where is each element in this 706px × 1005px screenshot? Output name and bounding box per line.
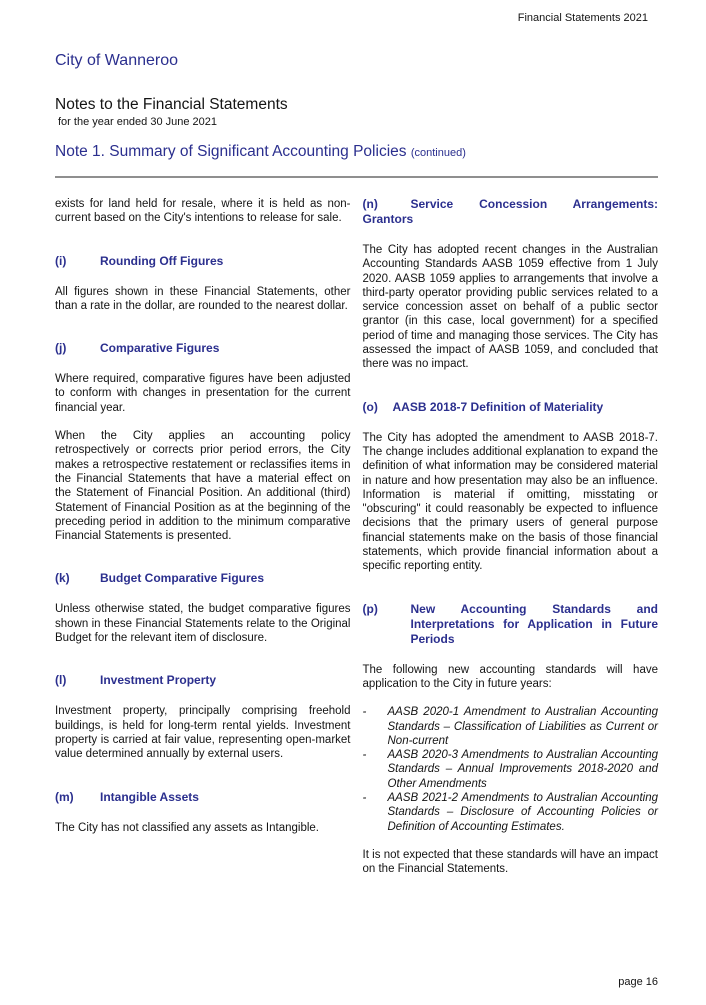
paragraph: The City has not classified any assets as Intangible.	[55, 821, 320, 834]
body-columns	[55, 197, 658, 891]
section-title: AASB 2018-7 Definition of Materiality	[392, 399, 604, 414]
section-label: (n)	[362, 197, 378, 211]
section-label: (m)	[55, 789, 74, 804]
note-title	[55, 143, 658, 162]
section-heading	[55, 673, 351, 688]
section-label: (o)	[362, 399, 378, 414]
section-heading	[55, 341, 351, 356]
section-heading	[55, 254, 351, 269]
section-label: (k)	[55, 571, 70, 586]
list-item-text: AASB 2020-1 Amendment to Australian Accounting Standards – Classification of Liabilities as Current or Non-current	[387, 706, 658, 747]
section-heading	[363, 602, 659, 647]
section-title: Investment Property	[100, 673, 217, 688]
section-title: Budget Comparative Figures	[100, 571, 265, 586]
paragraph: All figures shown in these Financial Statements, other than a rate in the dollar, are rounded to the nearest dollar.	[55, 285, 351, 312]
list-item	[363, 748, 659, 791]
header-divider	[55, 176, 658, 178]
doc-title: Notes to the Financial Statements	[55, 96, 288, 113]
dash-marker: -	[362, 749, 367, 762]
paragraph: The following new accounting standards will have application to the City in future years:	[362, 663, 658, 690]
section-title: Rounding Off Figures	[100, 253, 224, 268]
dash-marker: -	[362, 792, 367, 805]
page-number: page 16	[618, 976, 658, 988]
section-heading	[55, 790, 351, 805]
right-column	[363, 197, 659, 891]
list-item	[363, 791, 659, 834]
section-heading	[363, 400, 659, 415]
section-label: (l)	[55, 673, 67, 688]
org-title: City of Wanneroo	[55, 52, 179, 69]
standards-list	[363, 705, 659, 834]
paragraph: exists for land held for resale, where it is held as non-current based on the City's intentions to release for sale.	[55, 198, 351, 225]
list-item-text: AASB 2021-2 Amendments to Australian Accounting Standards – Disclosure of Accounting Policies or Definition of Accounting Estimates.	[387, 792, 658, 833]
section-title: Service Concession Arrangements: Grantors	[362, 197, 658, 226]
paragraph: It is not expected that these standards will have an impact on the Financial Statements.	[362, 848, 658, 876]
note-title-text: Note 1. Summary of Significant Accounting Policies	[55, 143, 407, 160]
dash-marker: -	[362, 706, 367, 719]
paragraph: The City has adopted the amendment to AASB 2018-7. The change includes additional explanation to expand the definition of what information may be considered material in nature and how presentation may also be an influence. Information is material if omitting, misstating or "obscuring" it could reasonably be expected to influence decisions that the primary users of general purpose financial statements make on the basis of those financial statements, which provide financial information about a specific reporting entity.	[362, 431, 658, 573]
section-label: (p)	[362, 601, 378, 616]
section-title: Comparative Figures	[100, 341, 220, 356]
paragraph: Unless otherwise stated, the budget comparative figures shown in these Financial Statements relate to the Original Budget for the relevant item of disclosure.	[55, 603, 351, 645]
paragraph: The City has adopted recent changes in the Australian Accounting Standards AASB 1059 effective from 1 July 2020. AASB 1059 applies to arrangements that involve a third-party operator providing public services related to a service concession asset on behalf of a public sector grantor (in this case, local government) for a specified period of time and managing those services. The City has assessed the impact of AASB 1059, and concluded that there was no impact.	[362, 244, 658, 371]
paragraph: When the City applies an accounting policy retrospectively or corrects prior period errors, the City makes a retrospective restatement or reclassifies items in the Financial Statements that have a material effect on the Statement of Financial Position. An additional (third) Statement of Financial Position as at the beginning of the preceding period in addition to the minimum comparative Financial Statements is presented.	[55, 430, 351, 543]
section-title: Intangible Assets	[100, 789, 199, 804]
paragraph: Investment property, principally comprising freehold buildings, is held for long-term rental yields. Investment property is carried at fair value, representing open-market value determined annually by external users.	[55, 705, 351, 761]
left-column	[55, 197, 351, 891]
section-heading	[363, 197, 659, 227]
section-label: (i)	[55, 253, 67, 268]
header-doc-label: Financial Statements 2021	[517, 12, 648, 24]
list-item-text: AASB 2020-3 Amendments to Australian Accounting Standards – Annual Improvements 2018-2020 and Other Amendments	[387, 749, 658, 790]
section-title: New Accounting Standards and Interpretations for Application in Future Periods	[410, 601, 658, 646]
section-heading	[55, 571, 351, 586]
doc-subtitle: for the year ended 30 June 2021	[58, 116, 218, 128]
note-title-continued: (continued)	[410, 147, 466, 159]
section-label: (j)	[55, 341, 67, 356]
list-item	[363, 705, 659, 748]
paragraph: Where required, comparative figures have been adjusted to conform with changes in presentation for the current financial year.	[55, 373, 351, 414]
